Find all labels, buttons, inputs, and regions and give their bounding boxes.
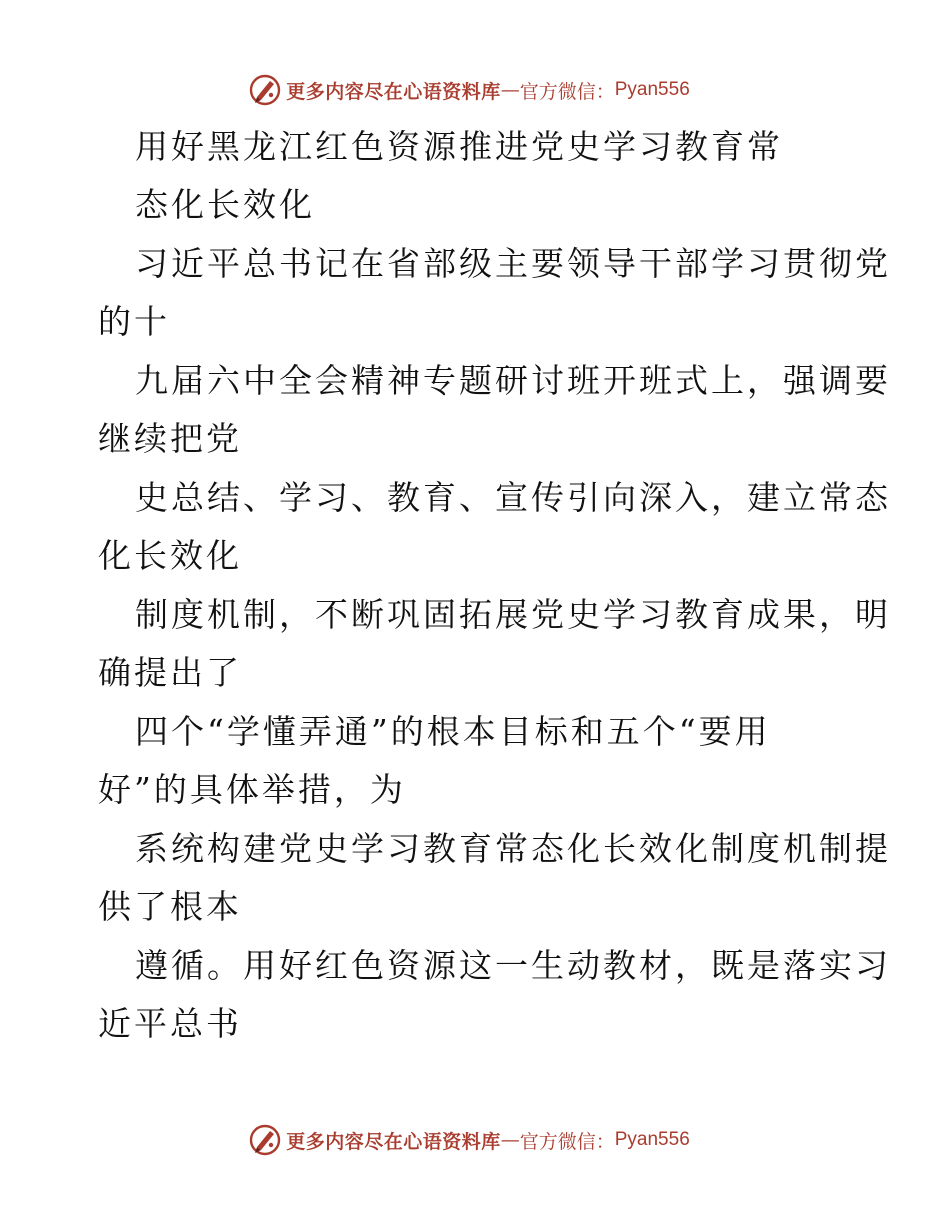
watermark-separator: —: [500, 79, 520, 101]
text-line: 化长效化: [98, 536, 242, 575]
text-line: 制度机制，不断巩固拓展党史学习教育成果，明: [135, 595, 891, 634]
watermark-text: 更多内容尽在心语资料库: [286, 80, 501, 103]
pen-logo-icon: [248, 1123, 282, 1157]
text-line: 遵循。用好红色资源这一生动教材，既是落实习: [135, 946, 891, 985]
text-line: 史总结、学习、教育、宣传引向深入，建立常态: [135, 478, 891, 517]
pen-logo-icon: [248, 73, 282, 107]
watermark-separator: —: [500, 1129, 520, 1151]
text-line: 九届六中全会精神专题研讨班开班式上，强调要: [135, 361, 891, 400]
wechat-label: 官方微信：: [519, 1130, 615, 1153]
title-line-2: 态化长效化: [135, 185, 315, 224]
text-line: 习近平总书记在省部级主要领导干部学习贯彻党: [135, 244, 891, 283]
text-line: 四个“学懂弄通”的根本目标和五个“要用: [135, 712, 771, 751]
text-line: 供了根本: [98, 887, 242, 926]
wechat-id: Pyan556: [614, 1129, 690, 1150]
text-line: 近平总书: [98, 1004, 242, 1043]
text-line: 确提出了: [98, 653, 242, 692]
text-line: 继续把党: [98, 419, 242, 458]
text-line: 系统构建党史学习教育常态化长效化制度机制提: [135, 829, 891, 868]
wechat-id: Pyan556: [614, 79, 690, 100]
watermark-text: 更多内容尽在心语资料库: [286, 1130, 501, 1153]
text-line: 好”的具体举措，为: [98, 770, 406, 809]
text-line: 的十: [98, 302, 170, 341]
wechat-label: 官方微信：: [519, 80, 615, 103]
title-line-1: 用好黑龙江红色资源推进党史学习教育常: [135, 127, 783, 166]
header-watermark: [0, 72, 950, 108]
footer-watermark: [0, 1122, 950, 1158]
